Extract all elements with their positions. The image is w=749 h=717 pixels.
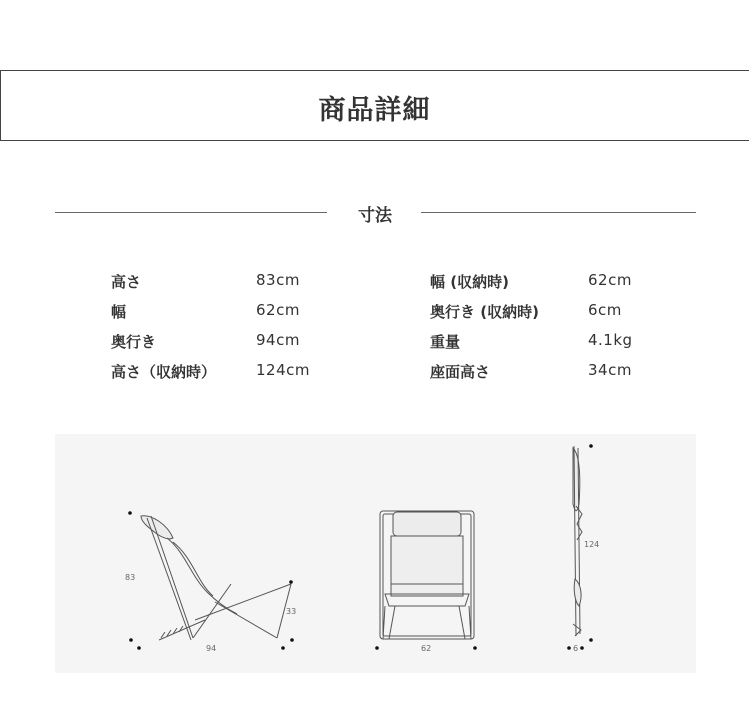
- dimension-diagram-panel: [55, 434, 696, 673]
- chair-folded-view: [573, 446, 582, 636]
- folded-height-label: 124: [584, 540, 600, 549]
- spec-value-depth: 94cm: [256, 331, 300, 349]
- side-depth-label: 94: [206, 644, 217, 653]
- spec-label-seat-height: 座面高さ: [430, 363, 491, 381]
- spec-value-folded-width: 62cm: [588, 271, 632, 289]
- spec-label-folded-depth: 奥行き (収納時): [430, 303, 539, 321]
- side-seat-height-label: 33: [286, 607, 297, 616]
- spec-value-height: 83cm: [256, 271, 300, 289]
- dimension-diagram-svg: [55, 434, 696, 673]
- spec-value-weight: 4.1kg: [588, 331, 633, 349]
- side-view-dimension-markers: [128, 511, 297, 650]
- spec-value-seat-height: 34cm: [588, 361, 632, 379]
- side-height-label: 83: [125, 573, 136, 582]
- chair-front-view: [380, 511, 474, 639]
- section-divider-right: [421, 212, 696, 213]
- spec-value-folded-height: 124cm: [256, 361, 310, 379]
- spec-value-folded-depth: 6cm: [588, 301, 622, 319]
- spec-label-height: 高さ: [111, 273, 142, 291]
- chair-side-view: [141, 516, 291, 640]
- section-title: 寸法: [358, 206, 392, 226]
- spec-label-folded-width: 幅 (収納時): [430, 273, 509, 291]
- spec-label-weight: 重量: [430, 333, 461, 351]
- spec-label-depth: 奥行き: [111, 333, 157, 351]
- front-width-label: 62: [421, 644, 432, 653]
- folded-depth-label: 6: [573, 644, 579, 653]
- spec-value-width: 62cm: [256, 301, 300, 319]
- page-title: 商品詳細: [318, 95, 431, 126]
- section-divider-left: [55, 212, 327, 213]
- spec-label-width: 幅: [111, 303, 127, 321]
- spec-label-folded-height: 高さ（収納時）: [111, 363, 217, 381]
